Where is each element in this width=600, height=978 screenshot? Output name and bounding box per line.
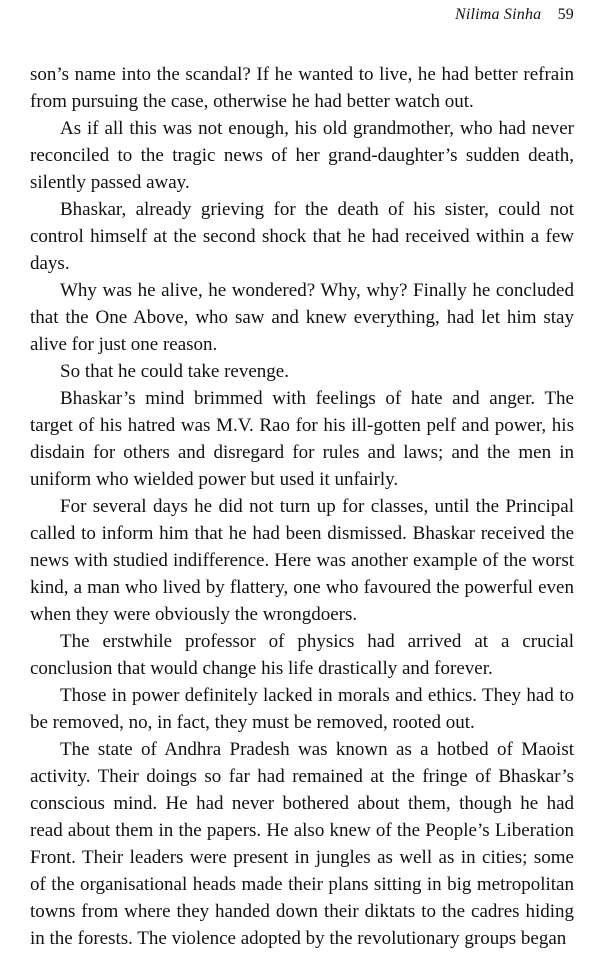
paragraph-3: Bhaskar, already grieving for the death of his sister, could not control himself at the second shock that he had received within a few days. [30,199,574,274]
paragraph-2: As if all this was not enough, his old grandmother, who had never reconciled to the tragic news of her grand-daughter’s sudden death, silently passed away. [30,118,574,193]
running-head-author: Nilima Sinha [454,6,542,23]
page-number: 59 [557,6,574,23]
running-head [455,6,574,24]
paragraph-1: son’s name into the scandal? If he wanted to live, he had better refrain from pursuing the case, otherwise he had better watch out. [30,64,574,112]
paragraph-5: So that he could take revenge. [60,361,289,382]
paragraph-8: The erstwhile professor of physics had arrived at a crucial conclusion that would change his life drastically and forever. [30,631,574,679]
paragraph-4: Why was he alive, he wondered? Why, why? Finally he concluded that the One Above, who saw and knew everything, had let him stay alive for just one reason. [30,280,574,355]
body-text [30,61,574,952]
paragraph-6: Bhaskar’s mind brimmed with feelings of hate and anger. The target of his hatred was M.V. Rao for his ill-gotten pelf and power, his disdain for others and disregard for rules and laws; and the men in uniform who wielded power but used it unfairly. [30,388,574,490]
paragraph-10: The state of Andhra Pradesh was known as a hotbed of Maoist activity. Their doings so far had remained at the fringe of Bhaskar’s conscious mind. He had never bothered about them, though he had read about them in the papers. He also knew of the People’s Liberation Front. Their leaders were present in jungles as well as in cities; some of the organisational heads made their plans sitting in big metropolitan towns from where they handed down their diktats to the cadres hiding in the forests. The violence adopted by the revolutionary groups began [30,739,574,949]
paragraph-7: For several days he did not turn up for classes, until the Principal called to inform him that he had been dismissed. Bhaskar received the news with studied indifference. Here was another example of the worst kind, a man who lived by flattery, one who favoured the powerful even when they were obviously the wrongdoers. [30,496,574,625]
paragraph-9: Those in power definitely lacked in morals and ethics. They had to be removed, no, in fact, they must be removed, rooted out. [30,685,574,733]
